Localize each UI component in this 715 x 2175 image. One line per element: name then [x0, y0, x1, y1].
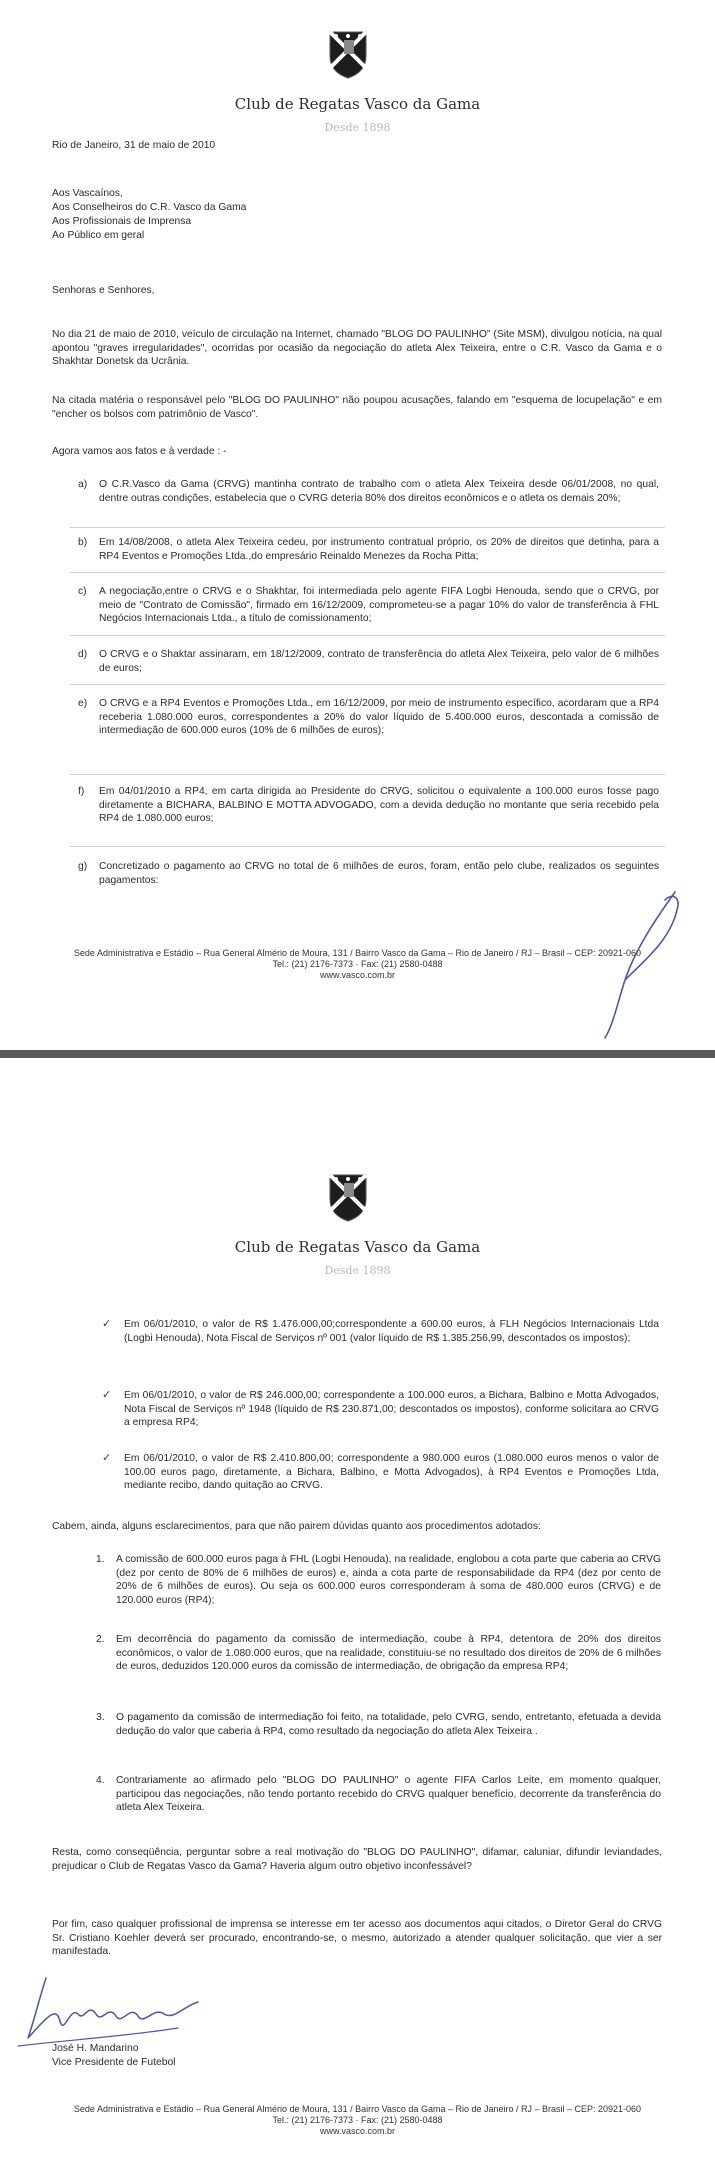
signer-name: José H. Mandarino	[52, 2043, 139, 2054]
item-divider	[70, 774, 665, 775]
recipient-line: Aos Conselheiros do C.R. Vasco da Gama	[52, 202, 247, 213]
paragraph-facts-intro: Agora vamos aos fatos e à verdade : -	[52, 446, 227, 457]
page-divider	[0, 1050, 715, 1058]
item-text: A negociação,entre o CRVG e o Shakhtar, foi intermediada pelo agente FIFA Logbi Henouda, sendo que o CRVG, por meio de "Contrato de Comissão", firmado em 16/12/2009, comprometeu-se a pagar 10% do valor de transferência à FHL Negócios Internacionais Ltda., a título de comissionamento;	[99, 586, 659, 624]
recipient-line: Ao Público em geral	[52, 230, 145, 241]
point-text: Contrariamente ao afirmado pelo "BLOG DO PAULINHO" o agente FIFA Carlos Leite, em momento qualquer, participou das negociações, não tendo portanto recebido do CRVG qualquer benefício, decorrente da transferência do atleta Alex Teixeira.	[116, 1775, 661, 1813]
item-text: Em 04/01/2010 a RP4, em carta dirigida ao Presidente do CRVG, solicitou o equivalente a 100.000 euros fosse pago diretamente a BICHARA, BALBINO E MOTTA ADVOGADO, com a devida dedução no montante que seria recebido pela RP4 de 1.080.000 euros;	[99, 786, 659, 824]
clarifications-intro: Cabem, ainda, alguns esclarecimentos, para que não pairem dúvidas quanto aos procedimentos adotados:	[52, 1521, 541, 1532]
item-label: e)	[78, 698, 88, 709]
payment-item: Em 06/01/2010, o valor de R$ 246.000,00; correspondente a 100.000 euros, a Bichara, Balbino e Motta Advogados, Nota Fiscal de Serviços nº 1948 (líquido de R$ 230.871,00; descontados os impostos), conforme solicitara ao CRVG a empresa RP4;	[124, 1390, 659, 1428]
letter-page-2	[0, 1058, 715, 2175]
payment-item: Em 06/01/2010, o valor de R$ 1.476.000,00;correspondente a 600.00 euros, à FLH Negócios Internacionais Ltda (Logbi Henouda), Nota Fiscal de Serviços nº 001 (valor líquido de R$ 1.385.256,99, descontados os impostos);	[124, 1319, 659, 1344]
checkmark-icon: ✓	[102, 1389, 112, 1401]
item-divider	[70, 572, 665, 573]
footer-website: www.vasco.com.br	[319, 970, 396, 980]
point-label: 2.	[96, 1634, 105, 1645]
letter-date: Rio de Janeiro, 31 de maio de 2010	[52, 140, 216, 151]
paragraph-intro: No dia 21 de maio de 2010, veículo de circulação na Internet, chamado "BLOG DO PAULINHO" (Site MSM), divulgou notícia, na qual apontou "graves irregularidades", ocorridas por ocasião da negociação do atleta Alex Teixeira, entre o C.R. Vasco da Gama e o Shakhtar Donetsk da Ucrânia.	[52, 329, 662, 367]
letterhead-footer	[0, 2104, 715, 2137]
signer-title: Vice Presidente de Futebol	[52, 2057, 176, 2068]
item-divider	[70, 684, 665, 685]
item-text: Concretizado o pagamento ao CRVG no total de 6 milhões de euros, foram, então pelo clube, realizados os seguintes pagamentos:	[99, 861, 659, 886]
point-label: 4.	[96, 1775, 105, 1786]
item-label: g)	[78, 861, 88, 872]
item-divider	[70, 527, 665, 528]
payment-item: Em 06/01/2010, o valor de R$ 2.410.800,00; correspondente a 980.000 euros (1.080.000 euros menos o valor de 100.00 euros pago, diretamente, a Bichara, Balbino, e Motta Advogados), à RP4 Eventos e Promoções Ltda, mediante recibo, dando quitação ao CRVG.	[124, 1453, 659, 1491]
paragraph-question: Resta, como conseqüência, perguntar sobre a real motivação do "BLOG DO PAULINHO", difamar, caluniar, difundir leviandades, prejudicar o Club de Regatas Vasco da Gama? Haveria algum outro objetivo inconfessável?	[52, 1847, 662, 1872]
footer-address: Sede Administrativa e Estádio – Rua General Almério de Moura, 131 / Bairro Vasco da Gama – Rio de Janeiro / RJ – Brasil – CEP: 20921-060	[73, 2104, 642, 2114]
salutation: Senhoras e Senhores,	[52, 285, 155, 296]
item-label: c)	[78, 586, 87, 597]
point-text: Em decorrência do pagamento da comissão de intermediação, coube à RP4, detentora de 20% dos direitos econômicos, o valor de 1.080.000 euros, que na realidade, constituiu-se no resultado dos direitos de 20% de 6 milhões de euros, deduzidos 120.000 euros da comissão de intermediação, de obrigação da empresa RP4;	[116, 1634, 661, 1672]
item-label: d)	[78, 649, 88, 660]
item-text: Em 14/08/2008, o atleta Alex Teixeira cedeu, por instrumento contratual próprio, os 20% de direitos que detinha, para a RP4 Eventos e Promoções Ltda.,do empresário Reinaldo Menezes da Rocha Pitta;	[99, 537, 659, 562]
club-name: Club de Regatas Vasco da Gama	[234, 1238, 481, 1256]
point-label: 1.	[96, 1554, 105, 1565]
item-label: a)	[78, 479, 88, 490]
item-label: b)	[78, 537, 88, 548]
point-text: O pagamento da comissão de intermediação foi feito, na totalidade, pelo CVRG, sendo, entretanto, efetuada a devida dedução do valor que caberia à RP4, como resultado da negociação do atleta Alex Teixeira .	[116, 1712, 661, 1737]
club-crest-icon	[326, 1171, 370, 1223]
club-since: Desde 1898	[324, 121, 391, 134]
point-text: A comissão de 600.000 euros paga à FHL (Logbi Henouda), na realidade, englobou a cota parte que caberia ao CRVG (dez por cento de 80% de 6 milhões de euros) e, ainda a cota parte de responsabilidade da RP4 (dez por cento de 20% de 6 milhões de euros). Ou seja os 600.000 euros corresponderam à soma de 480.000 euros (CRVG) e de 120.000 euros (RP4);	[116, 1554, 661, 1606]
club-since: Desde 1898	[324, 1264, 391, 1277]
club-name: Club de Regatas Vasco da Gama	[234, 95, 481, 113]
letter-page-1	[0, 0, 715, 1050]
paragraph-final: Por fim, caso qualquer profissional de imprensa se interesse em ter acesso aos documentos aqui citados, o Diretor Geral do CRVG Sr. Cristiano Koehler deverá ser procurado, encontrando-se, o mesmo, autorizado a atender qualquer solicitação, que vier a ser manifestada.	[52, 1919, 662, 1957]
item-text: O C.R.Vasco da Gama (CRVG) mantinha contrato de trabalho com o atleta Alex Teixeira desde 06/01/2008, no qual, dentre outras condições, estabelecia que o CVRG deteria 80% dos direitos econômicos e o atleta os demais 20%;	[99, 479, 659, 504]
point-label: 3.	[96, 1712, 105, 1723]
recipient-line: Aos Profissionais de Imprensa	[52, 216, 192, 227]
recipient-line: Aos Vascaínos,	[52, 188, 123, 199]
item-divider	[70, 846, 665, 847]
footer-phone: Tel.: (21) 2176-7373 · Fax: (21) 2580-0488	[272, 2115, 443, 2125]
checkmark-icon: ✓	[102, 1318, 112, 1330]
checkmark-icon: ✓	[102, 1452, 112, 1464]
item-text: O CRVG e o Shaktar assinaram, em 18/12/2009, contrato de transferência do atleta Alex Teixeira, pelo valor de 6 milhões de euros;	[99, 649, 659, 674]
paragraph-accusations: Na citada matéria o responsável pelo "BLOG DO PAULINHO" não poupou acusações, falando em "esquema de locupelação" e em "encher os bolsos com patrimônio de Vasco".	[52, 395, 662, 420]
footer-website: www.vasco.com.br	[319, 2126, 396, 2136]
footer-address: Sede Administrativa e Estádio – Rua General Almério de Moura, 131 / Bairro Vasco da Gama – Rio de Janeiro / RJ – Brasil – CEP: 20921-060	[73, 948, 642, 958]
item-text: O CRVG e a RP4 Eventos e Promoções Ltda., em 16/12/2009, por meio de instrumento específico, acordaram que a RP4 receberia 1.080.000 euros, correspondentes a 20% do valor líquido de 5.400.000 euros, descontada a comissão de intermediação de 600.000 euros (10% de 6 milhões de euros);	[99, 698, 659, 736]
initials-signature-icon	[555, 880, 695, 1045]
item-divider	[70, 635, 665, 636]
club-crest-icon	[326, 28, 370, 80]
footer-phone: Tel.: (21) 2176-7373 · Fax: (21) 2580-0488	[272, 959, 443, 969]
item-label: f)	[78, 786, 85, 797]
